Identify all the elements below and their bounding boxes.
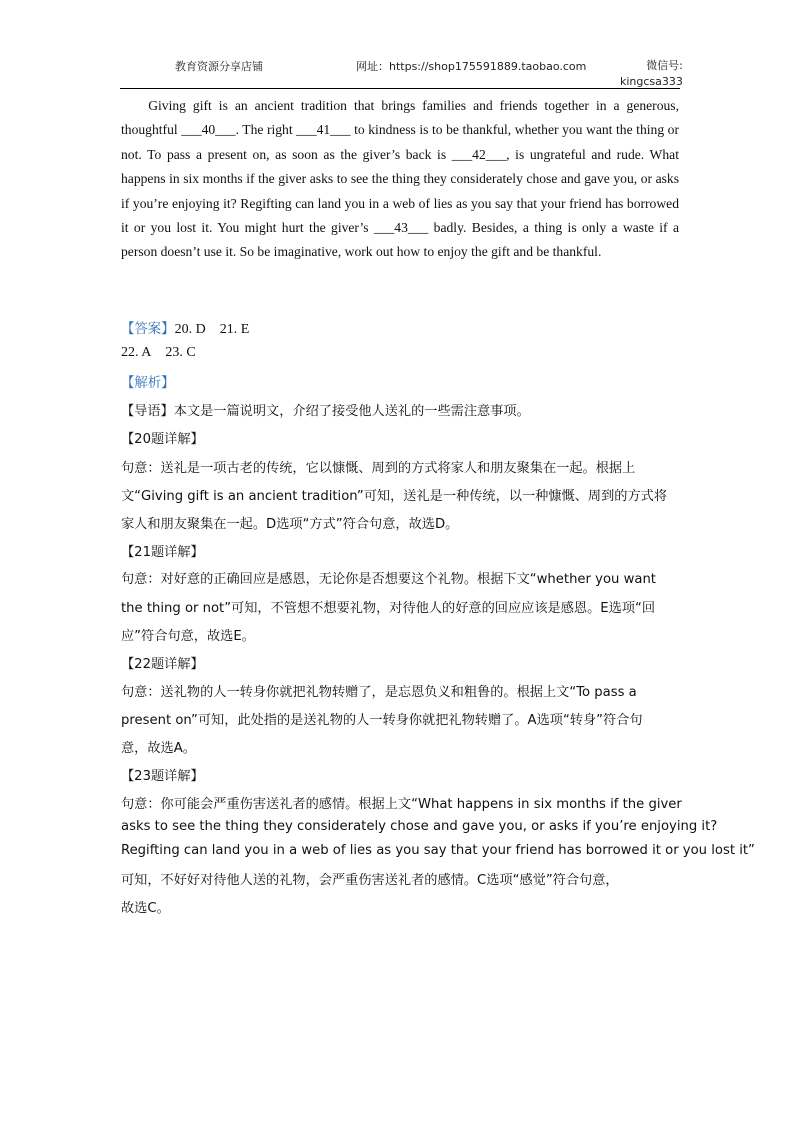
q21-heading: 【21题详解】: [121, 545, 204, 560]
answer-20: 20. D: [174, 322, 206, 337]
q20-text-1: 句意：送礼是一项古老的传统，它以慷慨、周到的方式将家人和朋友聚集在一起。根据上: [121, 461, 636, 476]
q21-text-2: the thing or not”可知，不管想不想要礼物，对待他人的好意的回应应该是感恩。E选项“回: [121, 601, 656, 616]
q20-heading: 【20题详解】: [121, 432, 204, 447]
answer-22: 22. A: [121, 345, 152, 360]
q20-text-3: 家人和朋友聚集在一起。D选项“方式”符合句意，故选D。: [121, 517, 459, 532]
answer-label: 【答案】: [121, 322, 175, 337]
q22-text-3: 意，故选A。: [121, 741, 196, 756]
q23-text-5: 故选C。: [121, 901, 170, 916]
passage-text: Giving gift is an ancient tradition that brings families and friends together in a generous, thoughtful ___40___. The right ___41___ to kindness is to be thankful, whether you want the thing or not. To pass a present on, as soon as the giver’s back is ___42___, is ungrateful and rude. What happens in six months if the giver asks to see the thing they considerately chose and gave you, or asks if you’re enjoying it? Regifting can land you in a web of lies as you say that your friend has borrowed it or you lost it. You might hurt the giver’s ___43___ badly. Besides, a thing is only a waste if a person doesn’t use it. So be imaginative, work out how to enjoy the gift and be thankful.: [121, 98, 679, 260]
q22-heading: 【22题详解】: [121, 657, 204, 672]
wechat-label: 微信号:: [646, 59, 683, 72]
q20-text-2: 文“Giving gift is an ancient tradition”可知，送礼是一种传统，以一种慷慨、周到的方式将: [121, 489, 668, 504]
q23-heading: 【23题详解】: [121, 769, 204, 784]
q23-text-4: 可知，不好好对待他人送的礼物，会严重伤害送礼者的感情。C选项“感觉”符合句意，: [121, 873, 619, 888]
answer-row-2: [121, 345, 681, 361]
q21-text-3: 应”符合句意，故选E。: [121, 629, 255, 644]
q23-text-1: 句意：你可能会严重伤害送礼者的感情。根据上文“What happens in six months if the giver: [121, 797, 682, 812]
q23-text-3: Regifting can land you in a web of lies as you say that your friend has borrowed it or you lost it”: [121, 843, 755, 858]
wechat-info: [620, 58, 683, 90]
answer-row-1: [121, 318, 681, 338]
page-header: [120, 52, 683, 89]
q21-text-1: 句意：对好意的正确回应是感恩，无论你是否想要这个礼物。根据下文“whether you want: [121, 572, 656, 587]
q23-text-2: asks to see the thing they considerately chose and gave you, or asks if you’re enjoying it?: [121, 819, 718, 834]
shop-url: 网址：https://shop175591889.taobao.com: [356, 60, 587, 73]
reading-passage: [121, 94, 679, 265]
q22-text-2: present on”可知，此处指的是送礼物的人一转身你就把礼物转赠了。A选项“转身”符合句: [121, 713, 643, 728]
answer-21: 21. E: [219, 322, 250, 337]
shop-name: 教育资源分享店铺: [175, 60, 263, 73]
intro-line: 【导语】本文是一篇说明文，介绍了接受他人送礼的一些需注意事项。: [121, 404, 530, 419]
wechat-id: kingcsa333: [620, 75, 683, 88]
answer-23: 23. C: [165, 345, 196, 360]
q22-text-1: 句意：送礼物的人一转身你就把礼物转赠了，是忘恩负义和粗鲁的。根据上文“To pass a: [121, 685, 637, 700]
analysis-label: 【解析】: [121, 376, 175, 391]
